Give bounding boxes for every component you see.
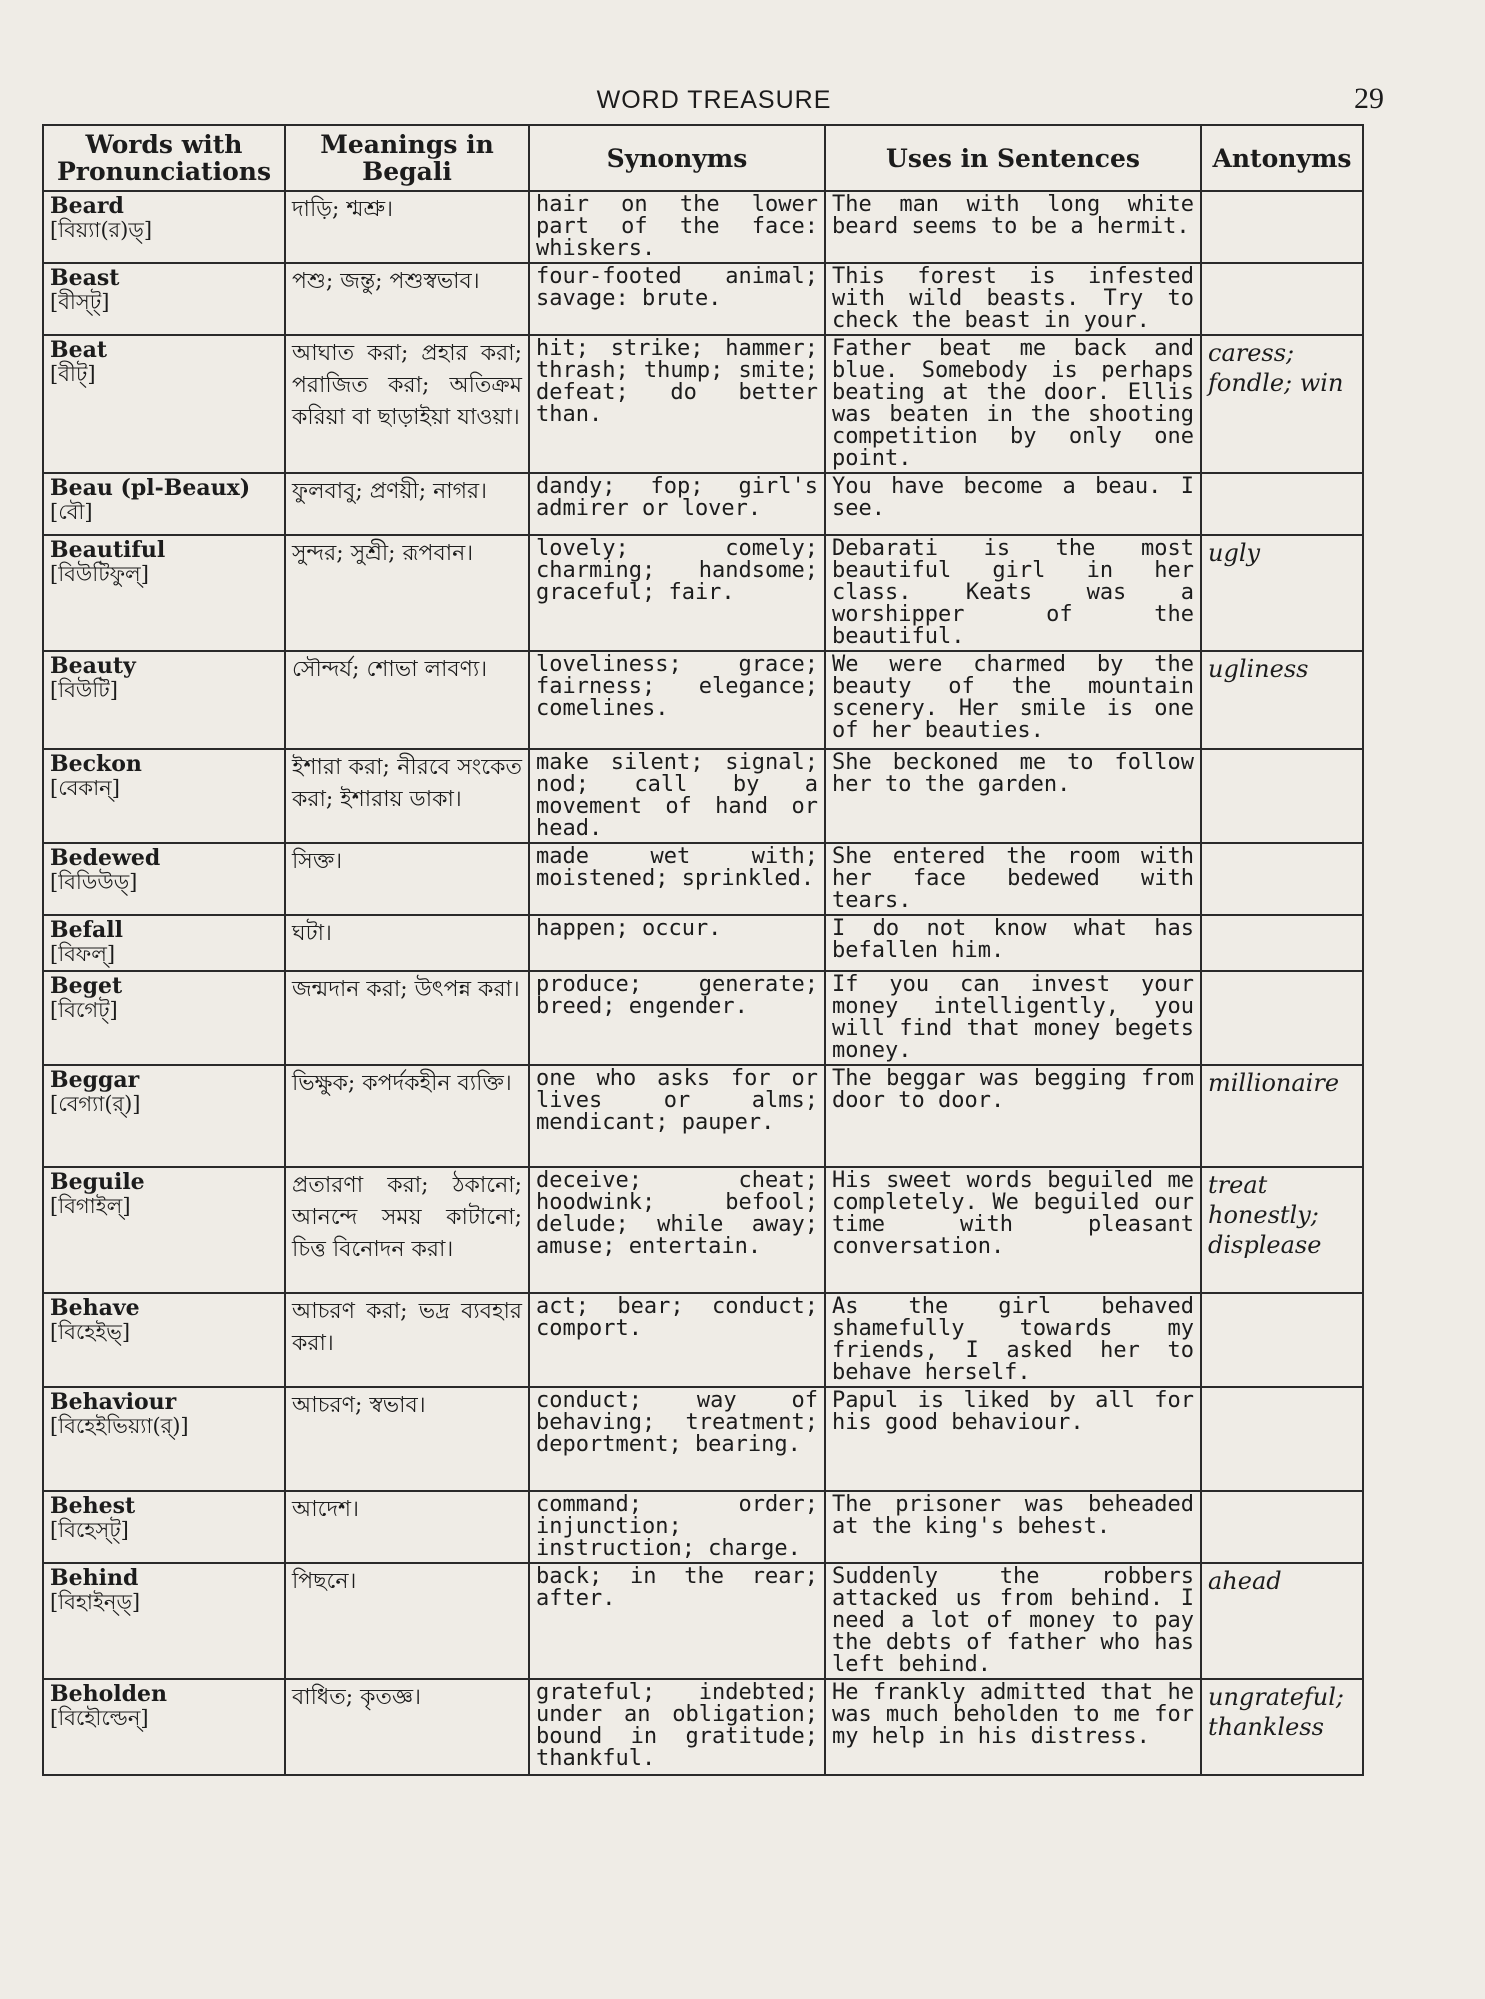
- table-row: [43, 971, 1363, 1065]
- synonyms-cell: made wet with; moistened; sprinkled.: [529, 843, 825, 915]
- antonyms-cell: ugliness: [1201, 651, 1363, 749]
- pronunciation: [বিগাইল্]: [50, 1194, 131, 1218]
- table-row: [43, 1563, 1363, 1679]
- antonyms-cell: [1201, 843, 1363, 915]
- word-cell: [43, 1167, 285, 1293]
- table-row: [43, 1387, 1363, 1491]
- word-cell: [43, 843, 285, 915]
- antonyms-cell: [1201, 971, 1363, 1065]
- headword: Beckon: [50, 751, 142, 777]
- synonyms-cell: hit; strike; hammer; thrash; thump; smite; defeat; do better than.: [529, 335, 825, 473]
- pronunciation: [বিউটিফুল্]: [50, 562, 149, 586]
- word-cell: [43, 1563, 285, 1679]
- meaning-cell: জন্মদান করা; উৎপন্ন করা।: [285, 971, 529, 1065]
- synonyms-cell: command; order; injunction; instruction; charge.: [529, 1491, 825, 1563]
- word-cell: [43, 263, 285, 335]
- uses-cell: Debarati is the most beautiful girl in her class. Keats was a worshipper of the beautiful.: [825, 535, 1201, 651]
- word-cell: [43, 1387, 285, 1491]
- column-header-words: Words with Pronunciations: [43, 125, 285, 191]
- header-row: [43, 125, 1363, 191]
- antonyms-cell: [1201, 1387, 1363, 1491]
- synonyms-cell: conduct; way of behaving; treatment; deportment; bearing.: [529, 1387, 825, 1491]
- antonyms-cell: [1201, 191, 1363, 263]
- antonyms-cell: [1201, 1293, 1363, 1387]
- word-cell: [43, 1293, 285, 1387]
- table-row: [43, 335, 1363, 473]
- headword: Beau (pl-Beaux): [50, 475, 251, 501]
- page-number: 29: [1354, 82, 1384, 115]
- antonyms-cell: [1201, 1491, 1363, 1563]
- word-cell: [43, 335, 285, 473]
- synonyms-cell: loveliness; grace; fairness; elegance; comelines.: [529, 651, 825, 749]
- antonyms-cell: [1201, 749, 1363, 843]
- uses-cell: She entered the room with her face bedewed with tears.: [825, 843, 1201, 915]
- table-row: [43, 263, 1363, 335]
- uses-cell: If you can invest your money intelligently, you will find that money begets money.: [825, 971, 1201, 1065]
- pronunciation: [বিফল্]: [50, 942, 116, 966]
- word-treasure-table: [42, 124, 1364, 1776]
- pronunciation: [বিহাইন্ড্]: [50, 1590, 141, 1614]
- word-cell: [43, 1679, 285, 1775]
- meaning-cell: সুন্দর; সুশ্রী; রূপবান।: [285, 535, 529, 651]
- pronunciation: [বিহেইভ্]: [50, 1320, 131, 1344]
- uses-cell: This forest is infested with wild beasts. Try to check the beast in your.: [825, 263, 1201, 335]
- word-cell: [43, 915, 285, 971]
- table-row: [43, 1679, 1363, 1775]
- column-header-synonyms: Synonyms: [529, 125, 825, 191]
- pronunciation: [বিহেইভিয়্যা(র্)]: [50, 1414, 189, 1438]
- synonyms-cell: deceive; cheat; hoodwink; befool; delude; while away; amuse; entertain.: [529, 1167, 825, 1293]
- word-cell: [43, 971, 285, 1065]
- table-row: [43, 749, 1363, 843]
- headword: Beat: [50, 337, 108, 363]
- uses-cell: The man with long white beard seems to be a hermit.: [825, 191, 1201, 263]
- synonyms-cell: produce; generate; breed; engender.: [529, 971, 825, 1065]
- pronunciation: [বেকান্]: [50, 776, 120, 800]
- meaning-cell: ভিক্ষুক; কপর্দকহীন ব্যক্তি।: [285, 1065, 529, 1167]
- uses-cell: Papul is liked by all for his good behaviour.: [825, 1387, 1201, 1491]
- table-row: [43, 915, 1363, 971]
- headword: Beggar: [50, 1067, 140, 1093]
- synonyms-cell: four-footed animal; savage: brute.: [529, 263, 825, 335]
- meaning-cell: প্রতারণা করা; ঠকানো; আনন্দে সময় কাটানো; চিত্ত বিনোদন করা।: [285, 1167, 529, 1293]
- uses-cell: As the girl behaved shamefully towards my friends, I asked her to behave herself.: [825, 1293, 1201, 1387]
- antonyms-cell: caress; fondle; win: [1201, 335, 1363, 473]
- uses-cell: Father beat me back and blue. Somebody is perhaps beating at the door. Ellis was beaten in the shooting competition by only one point.: [825, 335, 1201, 473]
- word-cell: [43, 651, 285, 749]
- headword: Beard: [50, 193, 124, 219]
- word-cell: [43, 535, 285, 651]
- antonyms-cell: treat honestly; displease: [1201, 1167, 1363, 1293]
- headword: Beauty: [50, 653, 136, 679]
- headword: Bedewed: [50, 845, 161, 871]
- synonyms-cell: dandy; fop; girl's admirer or lover.: [529, 473, 825, 535]
- meaning-cell: দাড়ি; শ্মশ্রু।: [285, 191, 529, 263]
- pronunciation: [বিগেট্]: [50, 998, 118, 1022]
- antonyms-cell: ugly: [1201, 535, 1363, 651]
- word-cell: [43, 1065, 285, 1167]
- synonyms-cell: hair on the lower part of the face: whiskers.: [529, 191, 825, 263]
- meaning-cell: ফুলবাবু; প্রণয়ী; নাগর।: [285, 473, 529, 535]
- synonyms-cell: lovely; comely; charming; handsome; graceful; fair.: [529, 535, 825, 651]
- meaning-cell: আদেশ।: [285, 1491, 529, 1563]
- page-header: [44, 80, 1384, 122]
- table-row: [43, 1167, 1363, 1293]
- headword: Beget: [50, 973, 123, 999]
- uses-cell: His sweet words beguiled me completely. We beguiled our time with pleasant conversation.: [825, 1167, 1201, 1293]
- synonyms-cell: happen; occur.: [529, 915, 825, 971]
- table-row: [43, 1065, 1363, 1167]
- headword: Beholden: [50, 1681, 167, 1707]
- uses-cell: We were charmed by the beauty of the mountain scenery. Her smile is one of her beauties.: [825, 651, 1201, 749]
- pronunciation: [বিয়্যা(র)ড্]: [50, 218, 153, 242]
- headword: Behind: [50, 1565, 139, 1591]
- word-cell: [43, 1491, 285, 1563]
- pronunciation: [বীস্ট্]: [50, 290, 110, 314]
- uses-cell: The prisoner was beheaded at the king's behest.: [825, 1491, 1201, 1563]
- pronunciation: [বিউটি]: [50, 678, 118, 702]
- antonyms-cell: ahead: [1201, 1563, 1363, 1679]
- table-row: [43, 535, 1363, 651]
- headword: Behaviour: [50, 1389, 177, 1415]
- meaning-cell: পশু; জন্তু; পশুস্বভাব।: [285, 263, 529, 335]
- table-row: [43, 1491, 1363, 1563]
- meaning-cell: সৌন্দর্য; শোভা লাবণ্য।: [285, 651, 529, 749]
- antonyms-cell: [1201, 473, 1363, 535]
- headword: Beguile: [50, 1169, 145, 1195]
- table-row: [43, 651, 1363, 749]
- synonyms-cell: act; bear; conduct; comport.: [529, 1293, 825, 1387]
- word-cell: [43, 191, 285, 263]
- antonyms-cell: [1201, 263, 1363, 335]
- headword: Beautiful: [50, 537, 166, 563]
- uses-cell: I do not know what has befallen him.: [825, 915, 1201, 971]
- pronunciation: [বেগ্যা(র্)]: [50, 1092, 141, 1116]
- word-cell: [43, 749, 285, 843]
- pronunciation: [বিডিউড্]: [50, 870, 138, 894]
- table-row: [43, 1293, 1363, 1387]
- meaning-cell: ঘটা।: [285, 915, 529, 971]
- column-header-meanings: Meanings in Begali: [285, 125, 529, 191]
- headword: Befall: [50, 917, 124, 943]
- uses-cell: You have become a beau. I see.: [825, 473, 1201, 535]
- uses-cell: The beggar was begging from door to door.: [825, 1065, 1201, 1167]
- word-cell: [43, 473, 285, 535]
- meaning-cell: সিক্ত।: [285, 843, 529, 915]
- synonyms-cell: back; in the rear; after.: [529, 1563, 825, 1679]
- uses-cell: He frankly admitted that he was much beholden to me for my help in his distress.: [825, 1679, 1201, 1775]
- meaning-cell: পিছনে।: [285, 1563, 529, 1679]
- antonyms-cell: ungrateful; thankless: [1201, 1679, 1363, 1775]
- pronunciation: [বিহৌল্ডেন্]: [50, 1706, 149, 1730]
- column-header-uses: Uses in Sentences: [825, 125, 1201, 191]
- pronunciation: [বিহেস্ট্]: [50, 1518, 129, 1542]
- synonyms-cell: one who asks for or lives or alms; mendicant; pauper.: [529, 1065, 825, 1167]
- meaning-cell: বাধিত; কৃতজ্ঞ।: [285, 1679, 529, 1775]
- table-row: [43, 473, 1363, 535]
- synonyms-cell: make silent; signal; nod; call by a movement of hand or head.: [529, 749, 825, 843]
- pronunciation: [বীট্]: [50, 362, 96, 386]
- pronunciation: [বৌ]: [50, 500, 93, 524]
- synonyms-cell: grateful; indebted; under an obligation; bound in gratitude; thankful.: [529, 1679, 825, 1775]
- meaning-cell: আচরণ করা; ভদ্র ব্যবহার করা।: [285, 1293, 529, 1387]
- table-row: [43, 843, 1363, 915]
- column-header-antonyms: Antonyms: [1201, 125, 1363, 191]
- meaning-cell: আচরণ; স্বভাব।: [285, 1387, 529, 1491]
- headword: Beast: [50, 265, 120, 291]
- headword: Behest: [50, 1493, 136, 1519]
- uses-cell: She beckoned me to follow her to the garden.: [825, 749, 1201, 843]
- antonyms-cell: [1201, 915, 1363, 971]
- running-title: WORD TREASURE: [596, 86, 832, 114]
- table-row: [43, 191, 1363, 263]
- meaning-cell: ইশারা করা; নীরবে সংকেত করা; ইশারায় ডাকা।: [285, 749, 529, 843]
- uses-cell: Suddenly the robbers attacked us from behind. I need a lot of money to pay the debts of father who has left behind.: [825, 1563, 1201, 1679]
- headword: Behave: [50, 1295, 140, 1321]
- meaning-cell: আঘাত করা; প্রহার করা; পরাজিত করা; অতিক্রম করিয়া বা ছাড়াইয়া যাওয়া।: [285, 335, 529, 473]
- antonyms-cell: millionaire: [1201, 1065, 1363, 1167]
